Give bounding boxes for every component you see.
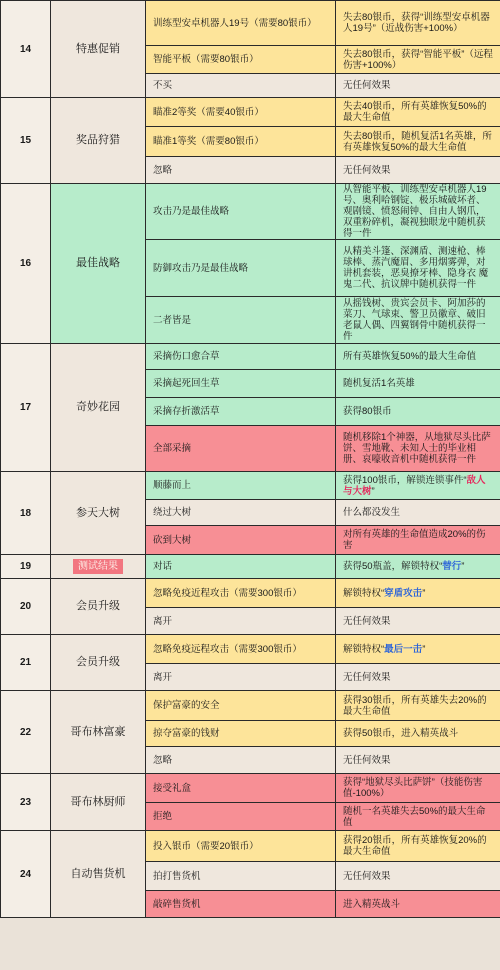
event-result: 从精美斗篷、深渊盾、测速枪、棒球棒、蒸汽魔眉、多用烟雾弹，对讲机套装，恶臭撩牙棒、隐身衣 魔鬼二代、抗议牌中随机获得一件 bbox=[336, 240, 500, 297]
event-name-label: 最佳战略 bbox=[76, 257, 120, 269]
event-option-row bbox=[1, 344, 500, 370]
event-option-row bbox=[1, 774, 500, 803]
event-result-text: 获得100银币，解锁连锁事件“ bbox=[343, 474, 467, 486]
event-option: 训练型安卓机器人19号（需要80银币） bbox=[146, 1, 336, 46]
event-result: 随机移除1个神器，从地狱尽头比萨饼、雪地靴、未知人士的毕业相册、哀嚎收音机中随机获得一件 bbox=[336, 426, 500, 472]
event-result-text: 解锁特权“ bbox=[343, 587, 385, 599]
event-name-label: 奖品狩猎 bbox=[76, 134, 120, 146]
event-result: 获得30银币，所有英雄失去20%的最大生命值 bbox=[336, 691, 500, 721]
event-result: 失去80银币，获得“训练型安卓机器人19号”（近战伤害+100%） bbox=[336, 1, 500, 46]
event-option: 绕过大树 bbox=[146, 500, 336, 526]
event-result-highlight: 敌人与大树 bbox=[343, 474, 486, 497]
event-name-label: 会员升级 bbox=[76, 600, 120, 612]
event-option-row bbox=[1, 472, 500, 500]
event-result: 进入精英战斗 bbox=[336, 891, 500, 918]
event-result: 对所有英雄的生命值造成20%的伤害 bbox=[336, 526, 500, 555]
event-option: 拒绝 bbox=[146, 803, 336, 831]
event-result: 失去80银币，获得“智能平板”（远程伤害+100%） bbox=[336, 46, 500, 74]
event-option-row bbox=[1, 831, 500, 862]
event-result bbox=[336, 472, 500, 500]
event-number: 24 bbox=[1, 831, 51, 918]
event-name-label: 奇妙花园 bbox=[76, 401, 120, 413]
event-result: 无任何效果 bbox=[336, 608, 500, 635]
event-name bbox=[51, 579, 146, 635]
event-result-text-end: ” bbox=[422, 587, 426, 599]
event-result: 失去80银币，随机复活1名英雄，所有英雄恢复50%的最大生命值 bbox=[336, 127, 500, 157]
event-name-label: 会员升级 bbox=[76, 656, 120, 668]
event-result-text: 获得50瓶盖，解锁特权“ bbox=[343, 561, 443, 572]
event-name-label: 哥布林厨师 bbox=[70, 795, 126, 808]
event-name-label: 特惠促销 bbox=[76, 42, 120, 55]
event-result: 无任何效果 bbox=[336, 74, 500, 98]
event-name-label: 参天大树 bbox=[76, 506, 120, 519]
event-option: 忽略 bbox=[146, 747, 336, 774]
event-result-text: 解锁特权“ bbox=[343, 643, 385, 655]
event-result: 无任何效果 bbox=[336, 664, 500, 691]
event-result-text-end: ” bbox=[371, 485, 375, 497]
event-result-highlight: 替行 bbox=[442, 561, 462, 572]
event-result: 获得“地狱尽头比萨饼”（技能伤害值-100%） bbox=[336, 774, 500, 803]
event-option: 采摘伤口愈合草 bbox=[146, 344, 336, 370]
event-option: 智能平板（需要80银币） bbox=[146, 46, 336, 74]
event-option: 砍到大树 bbox=[146, 526, 336, 555]
event-option: 攻击乃是最佳战略 bbox=[146, 184, 336, 240]
event-result: 随机一名英雄失去50%的最大生命值 bbox=[336, 803, 500, 831]
event-result-highlight: 穿盾攻击 bbox=[384, 587, 423, 599]
event-result: 失去40银币，所有英雄恢复50%的最大生命值 bbox=[336, 98, 500, 127]
event-option-row bbox=[1, 691, 500, 721]
event-name bbox=[51, 184, 146, 344]
event-name bbox=[51, 774, 146, 831]
event-option: 敲碎售货机 bbox=[146, 891, 336, 918]
event-option-row bbox=[1, 579, 500, 608]
event-option: 保护富豪的安全 bbox=[146, 691, 336, 721]
event-result: 无任何效果 bbox=[336, 157, 500, 184]
event-table-body bbox=[1, 1, 500, 918]
event-name bbox=[51, 635, 146, 691]
event-number: 14 bbox=[1, 1, 51, 98]
event-option: 瞄准1等奖（需要80银币） bbox=[146, 127, 336, 157]
event-option: 顺藤而上 bbox=[146, 472, 336, 500]
event-name-badge: 测试结果 bbox=[73, 559, 123, 574]
event-option-row bbox=[1, 184, 500, 240]
event-result-text-end: ” bbox=[422, 643, 426, 655]
event-number: 22 bbox=[1, 691, 51, 774]
event-number: 16 bbox=[1, 184, 51, 344]
event-option: 二者皆是 bbox=[146, 297, 336, 344]
event-number: 20 bbox=[1, 579, 51, 635]
event-result bbox=[336, 635, 500, 664]
event-result-text-end: ” bbox=[461, 561, 465, 572]
event-name bbox=[51, 344, 146, 472]
event-option: 全部采摘 bbox=[146, 426, 336, 472]
event-option-row bbox=[1, 98, 500, 127]
event-result bbox=[336, 579, 500, 608]
event-name bbox=[51, 831, 146, 918]
event-option: 采摘存折激活草 bbox=[146, 398, 336, 426]
event-number: 21 bbox=[1, 635, 51, 691]
event-result: 获得20银币，所有英雄恢复20%的最大生命值 bbox=[336, 831, 500, 862]
event-number: 19 bbox=[1, 555, 51, 579]
event-result: 什么都没发生 bbox=[336, 500, 500, 526]
event-number: 18 bbox=[1, 472, 51, 555]
event-result bbox=[336, 555, 500, 579]
event-option: 掠夺富豪的钱财 bbox=[146, 721, 336, 747]
event-name bbox=[51, 472, 146, 555]
event-option: 接受礼盒 bbox=[146, 774, 336, 803]
event-option: 采摘起死回生草 bbox=[146, 370, 336, 398]
event-name-label: 自动售货机 bbox=[70, 867, 126, 880]
event-option: 忽略 bbox=[146, 157, 336, 184]
event-number: 23 bbox=[1, 774, 51, 831]
event-result: 获得80银币 bbox=[336, 398, 500, 426]
event-name bbox=[51, 1, 146, 98]
event-number: 15 bbox=[1, 98, 51, 184]
event-name-label: 哥布林富豪 bbox=[70, 725, 126, 738]
event-result: 从摇钱树、贵宾会员卡、阿加莎的菜刀、气球束、警卫员徽章、破旧老鼠人偶、四翼钢骨中随机获得一件 bbox=[336, 297, 500, 344]
event-option: 瞄准2等奖（需要40银币） bbox=[146, 98, 336, 127]
event-name bbox=[51, 691, 146, 774]
event-result: 所有英雄恢复50%的最大生命值 bbox=[336, 344, 500, 370]
event-option: 离开 bbox=[146, 664, 336, 691]
event-option: 防御攻击乃是最佳战略 bbox=[146, 240, 336, 297]
event-option: 离开 bbox=[146, 608, 336, 635]
event-option-row bbox=[1, 555, 500, 579]
event-result: 随机复活1名英雄 bbox=[336, 370, 500, 398]
event-option: 拍打售货机 bbox=[146, 862, 336, 891]
event-option-row bbox=[1, 635, 500, 664]
event-option: 忽略免疫近程攻击（需要300银币） bbox=[146, 579, 336, 608]
event-result: 无任何效果 bbox=[336, 747, 500, 774]
event-option: 忽略免疫远程攻击（需要300银币） bbox=[146, 635, 336, 664]
event-number: 17 bbox=[1, 344, 51, 472]
event-option: 对话 bbox=[146, 555, 336, 579]
event-result: 无任何效果 bbox=[336, 862, 500, 891]
event-option: 投入银币（需要20银币） bbox=[146, 831, 336, 862]
event-result: 从智能平板、训练型安卓机器人19号、奥利哈钢锭、极乐城破坏者、观剧镜、愤怒闹钟、自由人钢爪，双重粉碎机，凝视独眼龙中随机获得一件 bbox=[336, 184, 500, 240]
event-result: 获得50银币，进入精英战斗 bbox=[336, 721, 500, 747]
event-option: 不买 bbox=[146, 74, 336, 98]
event-name bbox=[51, 555, 146, 579]
event-name bbox=[51, 98, 146, 184]
event-option-row bbox=[1, 1, 500, 46]
event-result-highlight: 最后一击 bbox=[384, 643, 423, 655]
